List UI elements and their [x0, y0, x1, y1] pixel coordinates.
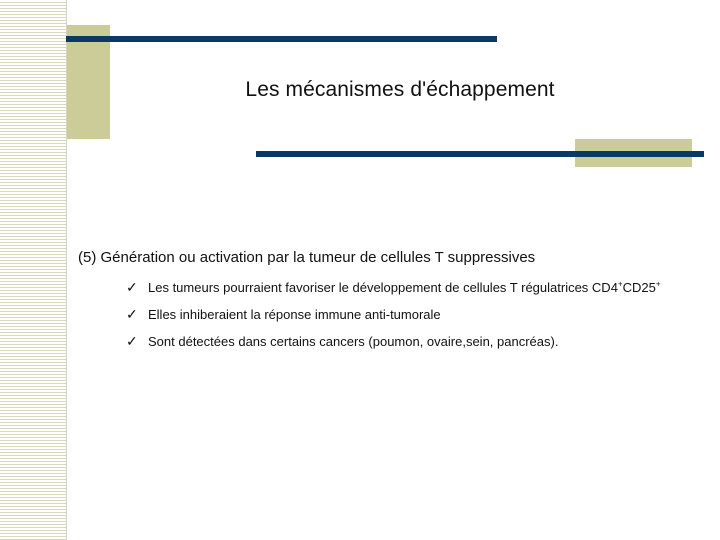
accent-bar-bottom	[256, 151, 704, 157]
bullet-text-mid: CD25	[622, 280, 656, 295]
accent-bar-top	[66, 36, 497, 42]
slide-body	[78, 248, 688, 358]
bullet-item	[78, 277, 688, 298]
bullet-text	[148, 277, 688, 298]
bullet-text: Sont détectées dans certains cancers (poumon, ovaire,sein, pancréas).	[148, 334, 559, 349]
bullet-text-main: Les tumeurs pourraient favoriser le développement de cellules T régulatrices CD4	[148, 280, 618, 295]
checkmark-icon: ✓	[126, 306, 138, 322]
khaki-accent-block-top	[67, 25, 110, 139]
bullet-text: Elles inhiberaient la réponse immune anti-tumorale	[148, 307, 441, 322]
bullet-item	[78, 304, 688, 325]
checkmark-icon: ✓	[126, 333, 138, 349]
left-decorative-stripe	[0, 0, 67, 540]
checkmark-icon: ✓	[126, 279, 138, 295]
bullet-item	[78, 331, 688, 352]
superscript-plus: +	[617, 279, 623, 289]
slide-title: Les mécanismes d'échappement	[245, 78, 555, 101]
superscript-plus: +	[655, 279, 661, 289]
section-heading: (5) Génération ou activation par la tumeur de cellules T suppressives	[78, 249, 536, 266]
